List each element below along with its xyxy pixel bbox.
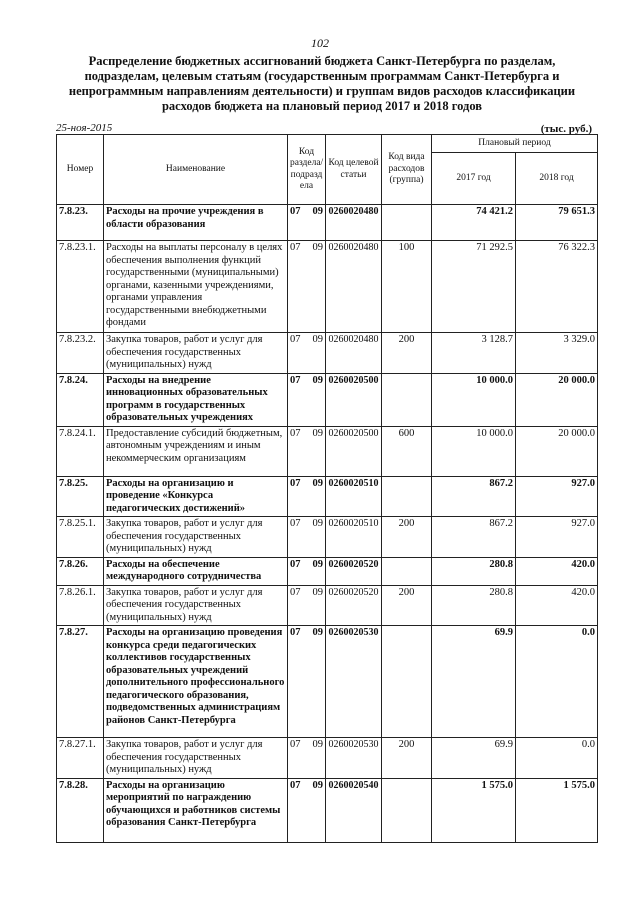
- row-value-2017: 74 421.2: [432, 205, 516, 241]
- row-vr-code: [382, 557, 432, 585]
- row-vr-code: [382, 205, 432, 241]
- podrazdel-code: 09: [312, 206, 323, 217]
- page-number: 102: [311, 36, 329, 50]
- row-cs-code: 0260020500: [326, 373, 382, 426]
- units-label: (тыс. руб.): [540, 123, 592, 135]
- razdel-code: 07: [290, 427, 301, 439]
- row-vr-code: 200: [382, 333, 432, 374]
- row-number: 7.8.27.1.: [57, 738, 104, 779]
- row-name: Закупка товаров, работ и услуг для обеспечения государственных (муниципальных) нужд: [104, 333, 288, 374]
- row-vr-code: 200: [382, 517, 432, 558]
- podrazdel-code: 09: [312, 374, 323, 386]
- header-cs: Код целевой статьи: [326, 135, 382, 205]
- header-razdel: Код раздела/ подразд ела: [288, 135, 326, 205]
- razdel-code: 07: [290, 206, 301, 217]
- row-value-2018: 79 651.3: [516, 205, 598, 241]
- row-number: 7.8.28.: [57, 778, 104, 842]
- row-value-2017: 867.2: [432, 476, 516, 517]
- row-name: Расходы на внедрение инновационных образовательных программ в государственных образовательных учреждениях: [104, 373, 288, 426]
- header-2018: 2018 год: [516, 153, 598, 205]
- table-row: [57, 476, 598, 517]
- row-vr-code: [382, 373, 432, 426]
- podrazdel-code: 09: [312, 477, 323, 489]
- row-value-2017: 10 000.0: [432, 426, 516, 476]
- razdel-code: 07: [290, 242, 301, 253]
- row-value-2018: 927.0: [516, 517, 598, 558]
- table-row: [57, 626, 598, 738]
- row-cs-code: 0260020480: [326, 241, 382, 333]
- table-row: [57, 738, 598, 779]
- row-value-2017: 71 292.5: [432, 241, 516, 333]
- row-razdel-code: [288, 585, 326, 626]
- razdel-code: 07: [290, 477, 301, 489]
- row-cs-code: 0260020480: [326, 205, 382, 241]
- row-number: 7.8.26.1.: [57, 585, 104, 626]
- row-razdel-code: [288, 426, 326, 476]
- row-razdel-code: [288, 778, 326, 842]
- row-razdel-code: [288, 241, 326, 333]
- row-name: Закупка товаров, работ и услуг для обеспечения государственных (муниципальных) нужд: [104, 517, 288, 558]
- row-number: 7.8.23.2.: [57, 333, 104, 374]
- row-cs-code: 0260020480: [326, 333, 382, 374]
- row-cs-code: 0260020520: [326, 585, 382, 626]
- header-vr: Код вида расходов (группа): [382, 135, 432, 205]
- podrazdel-code: 09: [312, 427, 323, 439]
- budget-table: [56, 134, 598, 843]
- row-number: 7.8.23.1.: [57, 241, 104, 333]
- row-value-2018: 927.0: [516, 476, 598, 517]
- row-value-2018: 76 322.3: [516, 241, 598, 333]
- row-vr-code: 200: [382, 585, 432, 626]
- row-name: Расходы на обеспечение международного сотрудничества: [104, 557, 288, 585]
- row-razdel-code: [288, 557, 326, 585]
- row-value-2017: 280.8: [432, 557, 516, 585]
- row-name: Расходы на организацию проведения конкурса среди педагогических коллективов государственных образовательных учреждений дополнительного профессионального педагогического образования, подведомственных администрациям районов Санкт-Петербурга: [104, 626, 288, 738]
- row-name: Предоставление субсидий бюджетным, автономным учреждениям и иным некоммерческим организациям: [104, 426, 288, 476]
- row-razdel-code: [288, 333, 326, 374]
- table-row: [57, 333, 598, 374]
- row-number: 7.8.26.: [57, 557, 104, 585]
- row-value-2018: 0.0: [516, 738, 598, 779]
- row-number: 7.8.24.: [57, 373, 104, 426]
- podrazdel-code: 09: [312, 627, 323, 638]
- row-value-2018: 3 329.0: [516, 333, 598, 374]
- row-number: 7.8.27.: [57, 626, 104, 738]
- podrazdel-code: 09: [312, 586, 323, 598]
- row-name: Расходы на прочие учреждения в области образования: [104, 205, 288, 241]
- row-cs-code: 0260020500: [326, 426, 382, 476]
- row-cs-code: 0260020510: [326, 476, 382, 517]
- podrazdel-code: 09: [312, 739, 323, 750]
- row-value-2018: 20 000.0: [516, 373, 598, 426]
- row-vr-code: 600: [382, 426, 432, 476]
- podrazdel-code: 09: [312, 558, 323, 570]
- document-title: Распределение бюджетных ассигнований бюджета Санкт-Петербурга по разделам, подразделам, целевым статьям (государственным программам Санкт-Петербурга и непрограммным направлениям деятельности) и группам видов расходов классификации расходов бюджета на плановый период 2017 и 2018 годов: [68, 54, 576, 113]
- row-value-2017: 1 575.0: [432, 778, 516, 842]
- row-cs-code: 0260020530: [326, 626, 382, 738]
- table-row: [57, 778, 598, 842]
- razdel-code: 07: [290, 558, 301, 570]
- row-razdel-code: [288, 476, 326, 517]
- row-vr-code: [382, 778, 432, 842]
- row-cs-code: 0260020510: [326, 517, 382, 558]
- podrazdel-code: 09: [312, 779, 323, 791]
- row-name: Закупка товаров, работ и услуг для обеспечения государственных (муниципальных) нужд: [104, 585, 288, 626]
- row-vr-code: [382, 476, 432, 517]
- row-cs-code: 0260020520: [326, 557, 382, 585]
- razdel-code: 07: [290, 627, 301, 638]
- row-cs-code: 0260020540: [326, 778, 382, 842]
- row-value-2018: 0.0: [516, 626, 598, 738]
- row-name: Расходы на организацию мероприятий по награждению обучающихся и работников системы образования Санкт-Петербурга: [104, 778, 288, 842]
- row-value-2018: 420.0: [516, 557, 598, 585]
- row-vr-code: 100: [382, 241, 432, 333]
- row-razdel-code: [288, 626, 326, 738]
- row-vr-code: 200: [382, 738, 432, 779]
- table-row: [57, 557, 598, 585]
- row-number: 7.8.24.1.: [57, 426, 104, 476]
- table-row: [57, 241, 598, 333]
- table-row: [57, 585, 598, 626]
- row-razdel-code: [288, 373, 326, 426]
- header-2017: 2017 год: [432, 153, 516, 205]
- row-razdel-code: [288, 738, 326, 779]
- row-number: 7.8.23.: [57, 205, 104, 241]
- row-number: 7.8.25.1.: [57, 517, 104, 558]
- razdel-code: 07: [290, 374, 301, 386]
- row-name: Расходы на организацию и проведение «Конкурса педагогических достижений»: [104, 476, 288, 517]
- table-row: [57, 373, 598, 426]
- row-value-2017: 867.2: [432, 517, 516, 558]
- row-value-2017: 69.9: [432, 738, 516, 779]
- row-cs-code: 0260020530: [326, 738, 382, 779]
- razdel-code: 07: [290, 518, 301, 529]
- razdel-code: 07: [290, 334, 301, 345]
- podrazdel-code: 09: [312, 242, 323, 253]
- row-razdel-code: [288, 205, 326, 241]
- document-date: 25-ноя-2015: [56, 122, 113, 134]
- row-value-2017: 69.9: [432, 626, 516, 738]
- row-value-2017: 3 128.7: [432, 333, 516, 374]
- razdel-code: 07: [290, 586, 301, 598]
- row-value-2018: 420.0: [516, 585, 598, 626]
- row-number: 7.8.25.: [57, 476, 104, 517]
- razdel-code: 07: [290, 779, 301, 791]
- header-planned-period: Плановый период: [432, 135, 598, 153]
- row-value-2017: 10 000.0: [432, 373, 516, 426]
- table-row: [57, 517, 598, 558]
- podrazdel-code: 09: [312, 518, 323, 529]
- table-row: [57, 426, 598, 476]
- row-value-2018: 1 575.0: [516, 778, 598, 842]
- row-value-2018: 20 000.0: [516, 426, 598, 476]
- table-row: [57, 205, 598, 241]
- header-name: Наименование: [104, 135, 288, 205]
- row-vr-code: [382, 626, 432, 738]
- header-number: Номер: [57, 135, 104, 205]
- razdel-code: 07: [290, 739, 301, 750]
- podrazdel-code: 09: [312, 334, 323, 345]
- row-razdel-code: [288, 517, 326, 558]
- row-value-2017: 280.8: [432, 585, 516, 626]
- row-name: Расходы на выплаты персоналу в целях обеспечения выполнения функций государственными (муниципальными) органами, казенными учреждениями, органами управления государственными внебюджетными фондами: [104, 241, 288, 333]
- row-name: Закупка товаров, работ и услуг для обеспечения государственных (муниципальных) нужд: [104, 738, 288, 779]
